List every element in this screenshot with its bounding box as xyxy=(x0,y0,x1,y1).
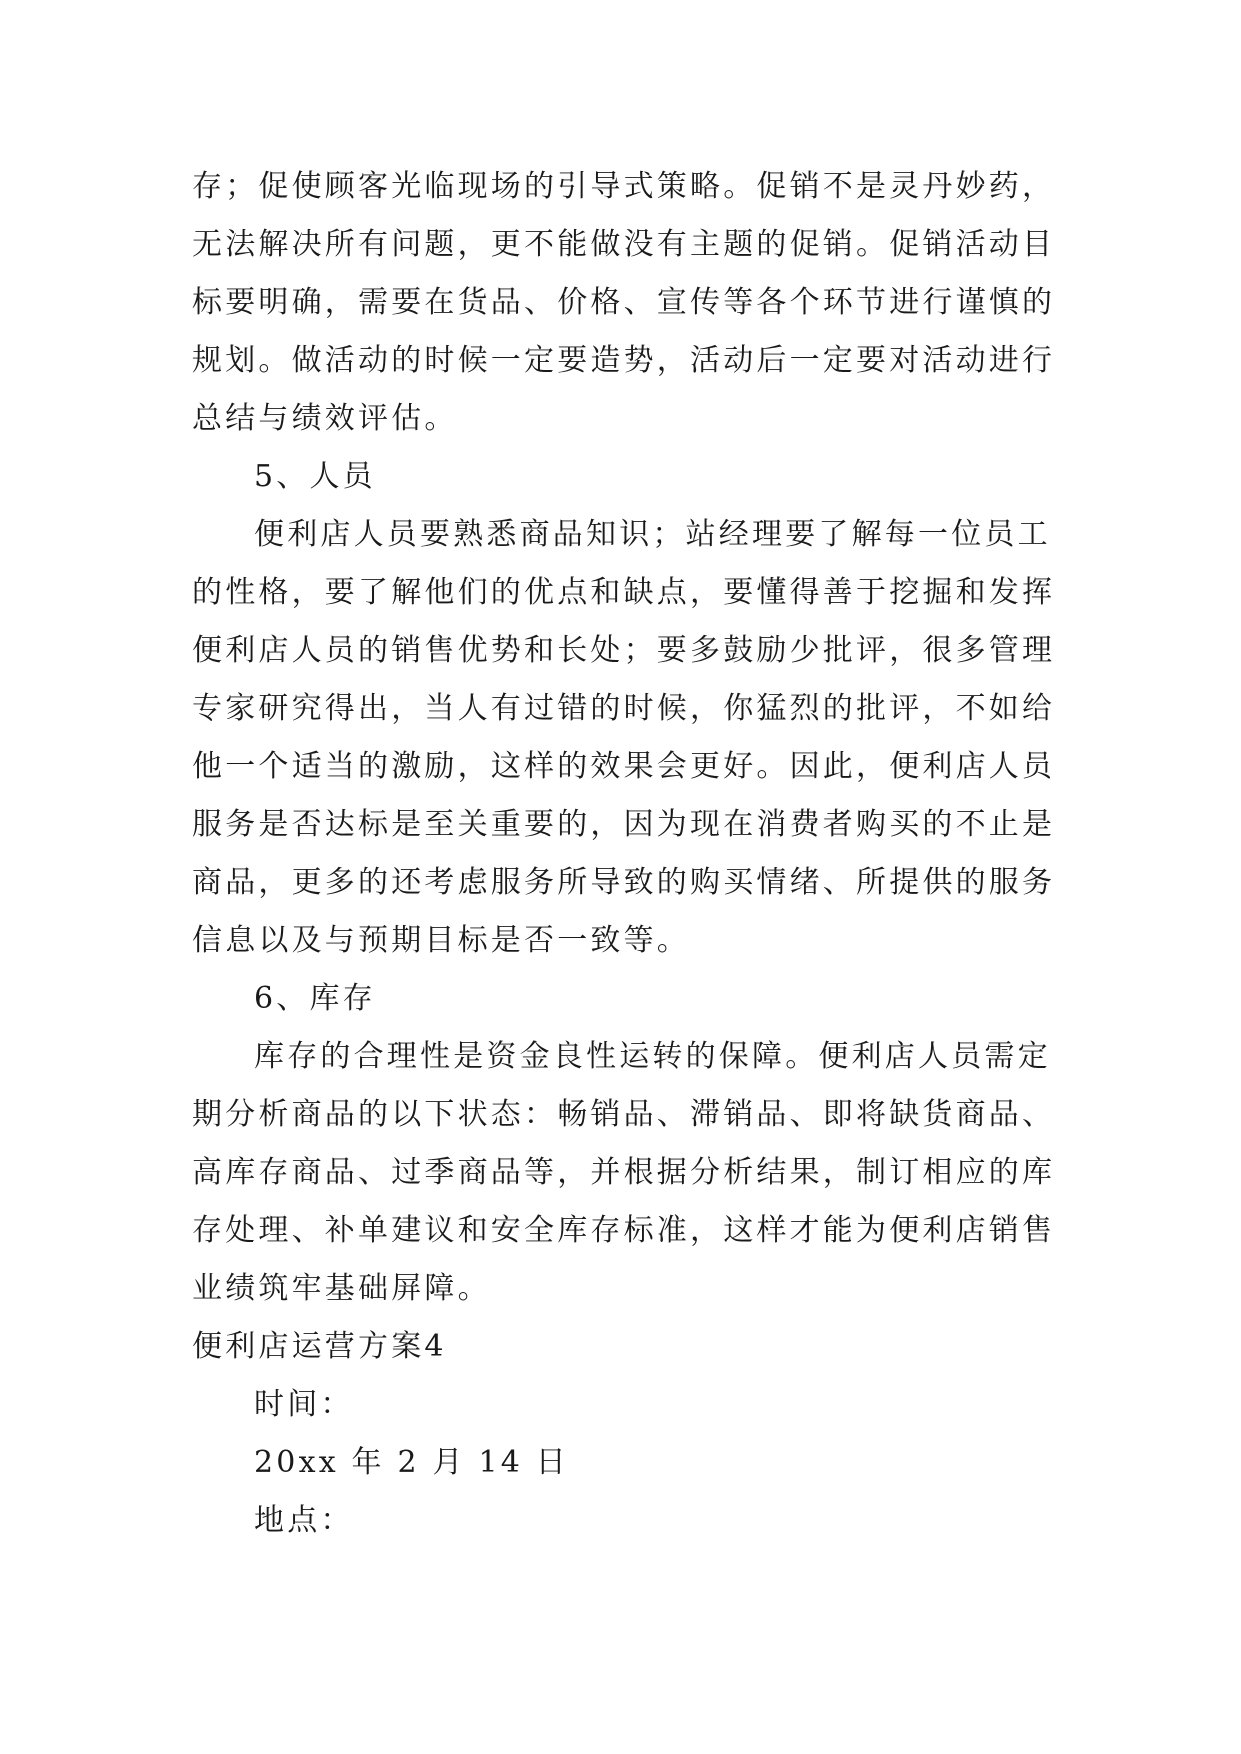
text-line: 商品，更多的还考虑服务所导致的购买情绪、所提供的服务 xyxy=(192,865,1056,900)
text-line: 信息以及与预期目标是否一致等。 xyxy=(192,923,690,958)
text-line: 业绩筑牢基础屏障。 xyxy=(192,1271,491,1306)
text-line: 便利店人员的销售优势和长处；要多鼓励少批评，很多管理 xyxy=(192,633,1056,668)
text-line: 存处理、补单建议和安全库存标准，这样才能为便利店销售 xyxy=(192,1213,1056,1248)
text-line: 规划。做活动的时候一定要造势，活动后一定要对活动进行 xyxy=(192,343,1056,378)
text-line: 期分析商品的以下状态：畅销品、滞销品、即将缺货商品、 xyxy=(192,1097,1056,1132)
section-heading-staff: 5、人员 xyxy=(254,459,376,494)
text-line: 专家研究得出，当人有过错的时候，你猛烈的批评，不如给 xyxy=(192,691,1056,726)
text-line: 高库存商品、过季商品等，并根据分析结果，制订相应的库 xyxy=(192,1155,1056,1190)
text-line: 总结与绩效评估。 xyxy=(192,401,458,436)
text-line: 无法解决所有问题，更不能做没有主题的促销。促销活动目 xyxy=(192,227,1056,262)
staff-paragraph xyxy=(192,506,1072,970)
text-line: 存；促使顾客光临现场的引导式策略。促销不是灵丹妙药， xyxy=(192,169,1056,204)
text-line: 他一个适当的激励，这样的效果会更好。因此，便利店人员 xyxy=(192,749,1056,784)
text-line: 的性格，要了解他们的优点和缺点，要懂得善于挖掘和发挥 xyxy=(192,575,1056,610)
section-heading-inventory: 6、库存 xyxy=(254,981,376,1016)
time-label: 时间： xyxy=(254,1387,354,1422)
text-line: 标要明确，需要在货品、价格、宣传等各个环节进行谨慎的 xyxy=(192,285,1056,320)
text-line: 服务是否达标是至关重要的，因为现在消费者购买的不止是 xyxy=(192,807,1056,842)
date-value: 20xx 年 2 月 14 日 xyxy=(254,1445,569,1480)
place-label: 地点： xyxy=(254,1503,354,1538)
inventory-paragraph xyxy=(192,1028,1072,1318)
text-line: 便利店人员要熟悉商品知识；站经理要了解每一位员工 xyxy=(254,517,1051,552)
document-body xyxy=(192,158,1072,1550)
promotion-paragraph xyxy=(192,158,1072,448)
text-line: 库存的合理性是资金良性运转的保障。便利店人员需定 xyxy=(254,1039,1051,1074)
plan-title: 便利店运营方案4 xyxy=(192,1329,447,1364)
